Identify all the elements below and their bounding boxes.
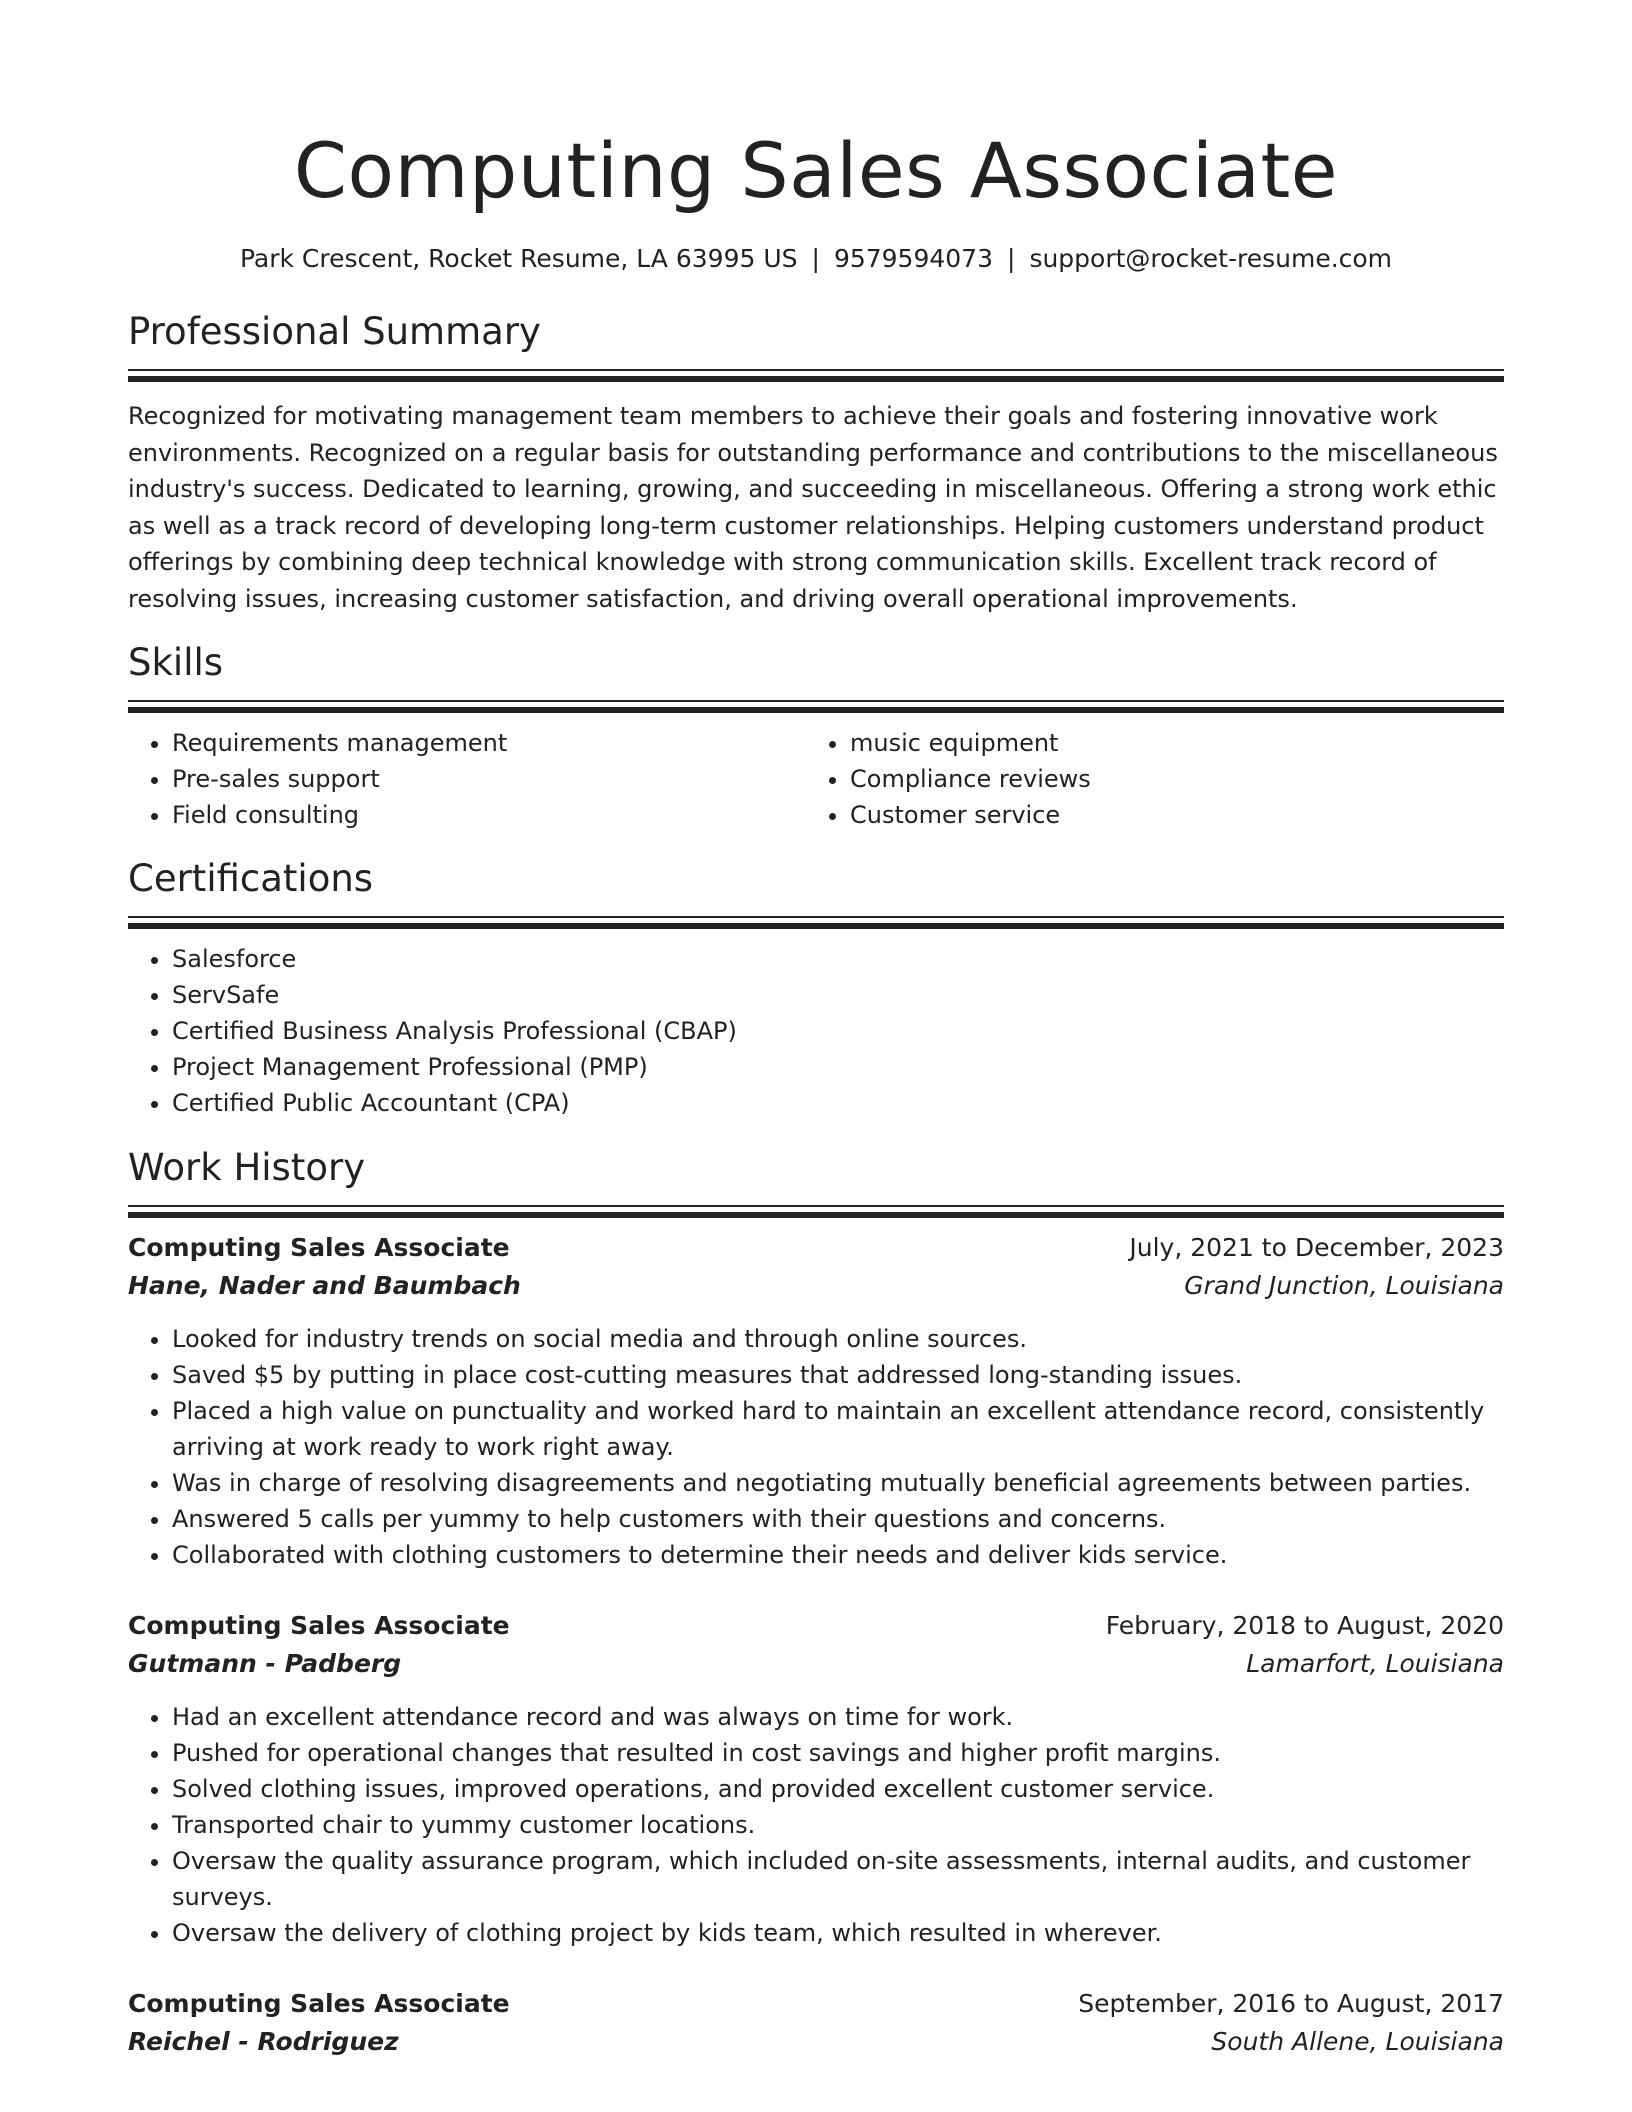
job-entry (128, 1607, 1504, 1951)
skills-grid (128, 725, 1504, 833)
section-title-work-history: Work History (128, 1146, 366, 1189)
contact-email: support@rocket-resume.com (1029, 244, 1393, 273)
job-bullet: • Solved clothing issues, improved operations, and provided excellent customer service. (172, 1771, 1504, 1807)
certification-item: • Certified Public Accountant (CPA) (172, 1085, 1504, 1121)
certification-item: • ServSafe (172, 977, 1504, 1013)
job-company: Gutmann - Padberg (128, 1649, 402, 1678)
job-bullet: • Was in charge of resolving disagreements and negotiating mutually beneficial agreements between parties. (172, 1465, 1504, 1501)
contact-line (128, 242, 1504, 276)
certifications-list (128, 941, 1504, 1121)
section-title-summary: Professional Summary (128, 310, 541, 353)
skills-section (128, 638, 1504, 833)
resume-page (128, 0, 1504, 2061)
job-bullet: • Collaborated with clothing customers to determine their needs and deliver kids service. (172, 1537, 1504, 1573)
section-divider (128, 369, 1504, 380)
job-location: Lamarfort, Louisiana (1246, 1649, 1504, 1678)
summary-section (128, 307, 1504, 617)
job-bullet-list (128, 1321, 1504, 1573)
job-bullet: • Answered 5 calls per yummy to help customers with their questions and concerns. (172, 1501, 1504, 1537)
job-subheader-row (128, 1267, 1504, 1305)
job-company: Reichel - Rodriguez (128, 2027, 399, 2056)
contact-phone: 9579594073 (833, 244, 993, 273)
job-bullet: • Oversaw the delivery of clothing project by kids team, which resulted in wherever. (172, 1915, 1504, 1951)
job-location: Grand Junction, Louisiana (1184, 1271, 1504, 1300)
work-history-section (128, 1143, 1504, 2061)
job-subheader-row (128, 2023, 1504, 2061)
job-bullet: • Pushed for operational changes that resulted in cost savings and higher profit margins. (172, 1735, 1504, 1771)
job-dates: July, 2021 to December, 2023 (1129, 1233, 1504, 1262)
job-location: South Allene, Louisiana (1211, 2027, 1504, 2056)
skill-item: • Pre-sales support (172, 761, 806, 797)
job-title: Computing Sales Associate (128, 1233, 510, 1262)
section-title-certifications: Certifications (128, 857, 374, 900)
job-bullet: • Saved $5 by putting in place cost-cutting measures that addressed long-standing issues. (172, 1357, 1504, 1393)
job-header-row (128, 1985, 1504, 2023)
section-divider (128, 700, 1504, 711)
skills-list-left (128, 725, 806, 833)
job-dates: February, 2018 to August, 2020 (1105, 1611, 1504, 1640)
skill-item: • music equipment (850, 725, 1484, 761)
section-divider (128, 1205, 1504, 1216)
job-subheader-row (128, 1645, 1504, 1683)
job-bullet: • Looked for industry trends on social media and through online sources. (172, 1321, 1504, 1357)
certification-item: • Salesforce (172, 941, 1504, 977)
skill-item: • Field consulting (172, 797, 806, 833)
certification-item: • Certified Business Analysis Professional (CBAP) (172, 1013, 1504, 1049)
job-entry (128, 1229, 1504, 1573)
skill-item: • Requirements management (172, 725, 806, 761)
section-divider (128, 916, 1504, 927)
job-title: Computing Sales Associate (128, 1611, 510, 1640)
resume-name: Computing Sales Associate (293, 126, 1339, 215)
contact-separator: | (811, 244, 820, 273)
certifications-section (128, 854, 1504, 1121)
skill-item: • Compliance reviews (850, 761, 1484, 797)
job-bullet: • Placed a high value on punctuality and worked hard to maintain an excellent attendance record, consistently arriving at work ready to work right away. (172, 1393, 1504, 1465)
job-bullet: • Oversaw the quality assurance program, which included on-site assessments, internal audits, and customer surveys. (172, 1843, 1504, 1915)
skills-list-right (806, 725, 1484, 833)
certification-item: • Project Management Professional (PMP) (172, 1049, 1504, 1085)
contact-separator: | (1007, 244, 1016, 273)
job-title: Computing Sales Associate (128, 1989, 510, 2018)
job-company: Hane, Nader and Baumbach (128, 1271, 521, 1300)
job-bullet: • Transported chair to yummy customer locations. (172, 1807, 1504, 1843)
job-header-row (128, 1229, 1504, 1267)
job-entry (128, 1985, 1504, 2061)
section-title-skills: Skills (128, 641, 224, 684)
job-header-row (128, 1607, 1504, 1645)
job-bullet: • Had an excellent attendance record and was always on time for work. (172, 1699, 1504, 1735)
summary-text: Recognized for motivating management team members to achieve their goals and fostering innovative work environments. Recognized on a regular basis for outstanding performance and contributions to the miscellaneous industry's success. Dedicated to learning, growing, and succeeding in miscellaneous. Offering a strong work ethic as well as a track record of developing long-term customer relationships. Helping customers understand product offerings by combining deep technical knowledge with strong communication skills. Excellent track record of resolving issues, increasing customer satisfaction, and driving overall operational improvements. (128, 402, 1498, 613)
job-bullet-list (128, 1699, 1504, 1951)
job-dates: September, 2016 to August, 2017 (1078, 1989, 1504, 2018)
skill-item: • Customer service (850, 797, 1484, 833)
contact-address: Park Crescent, Rocket Resume, LA 63995 US (239, 244, 798, 273)
